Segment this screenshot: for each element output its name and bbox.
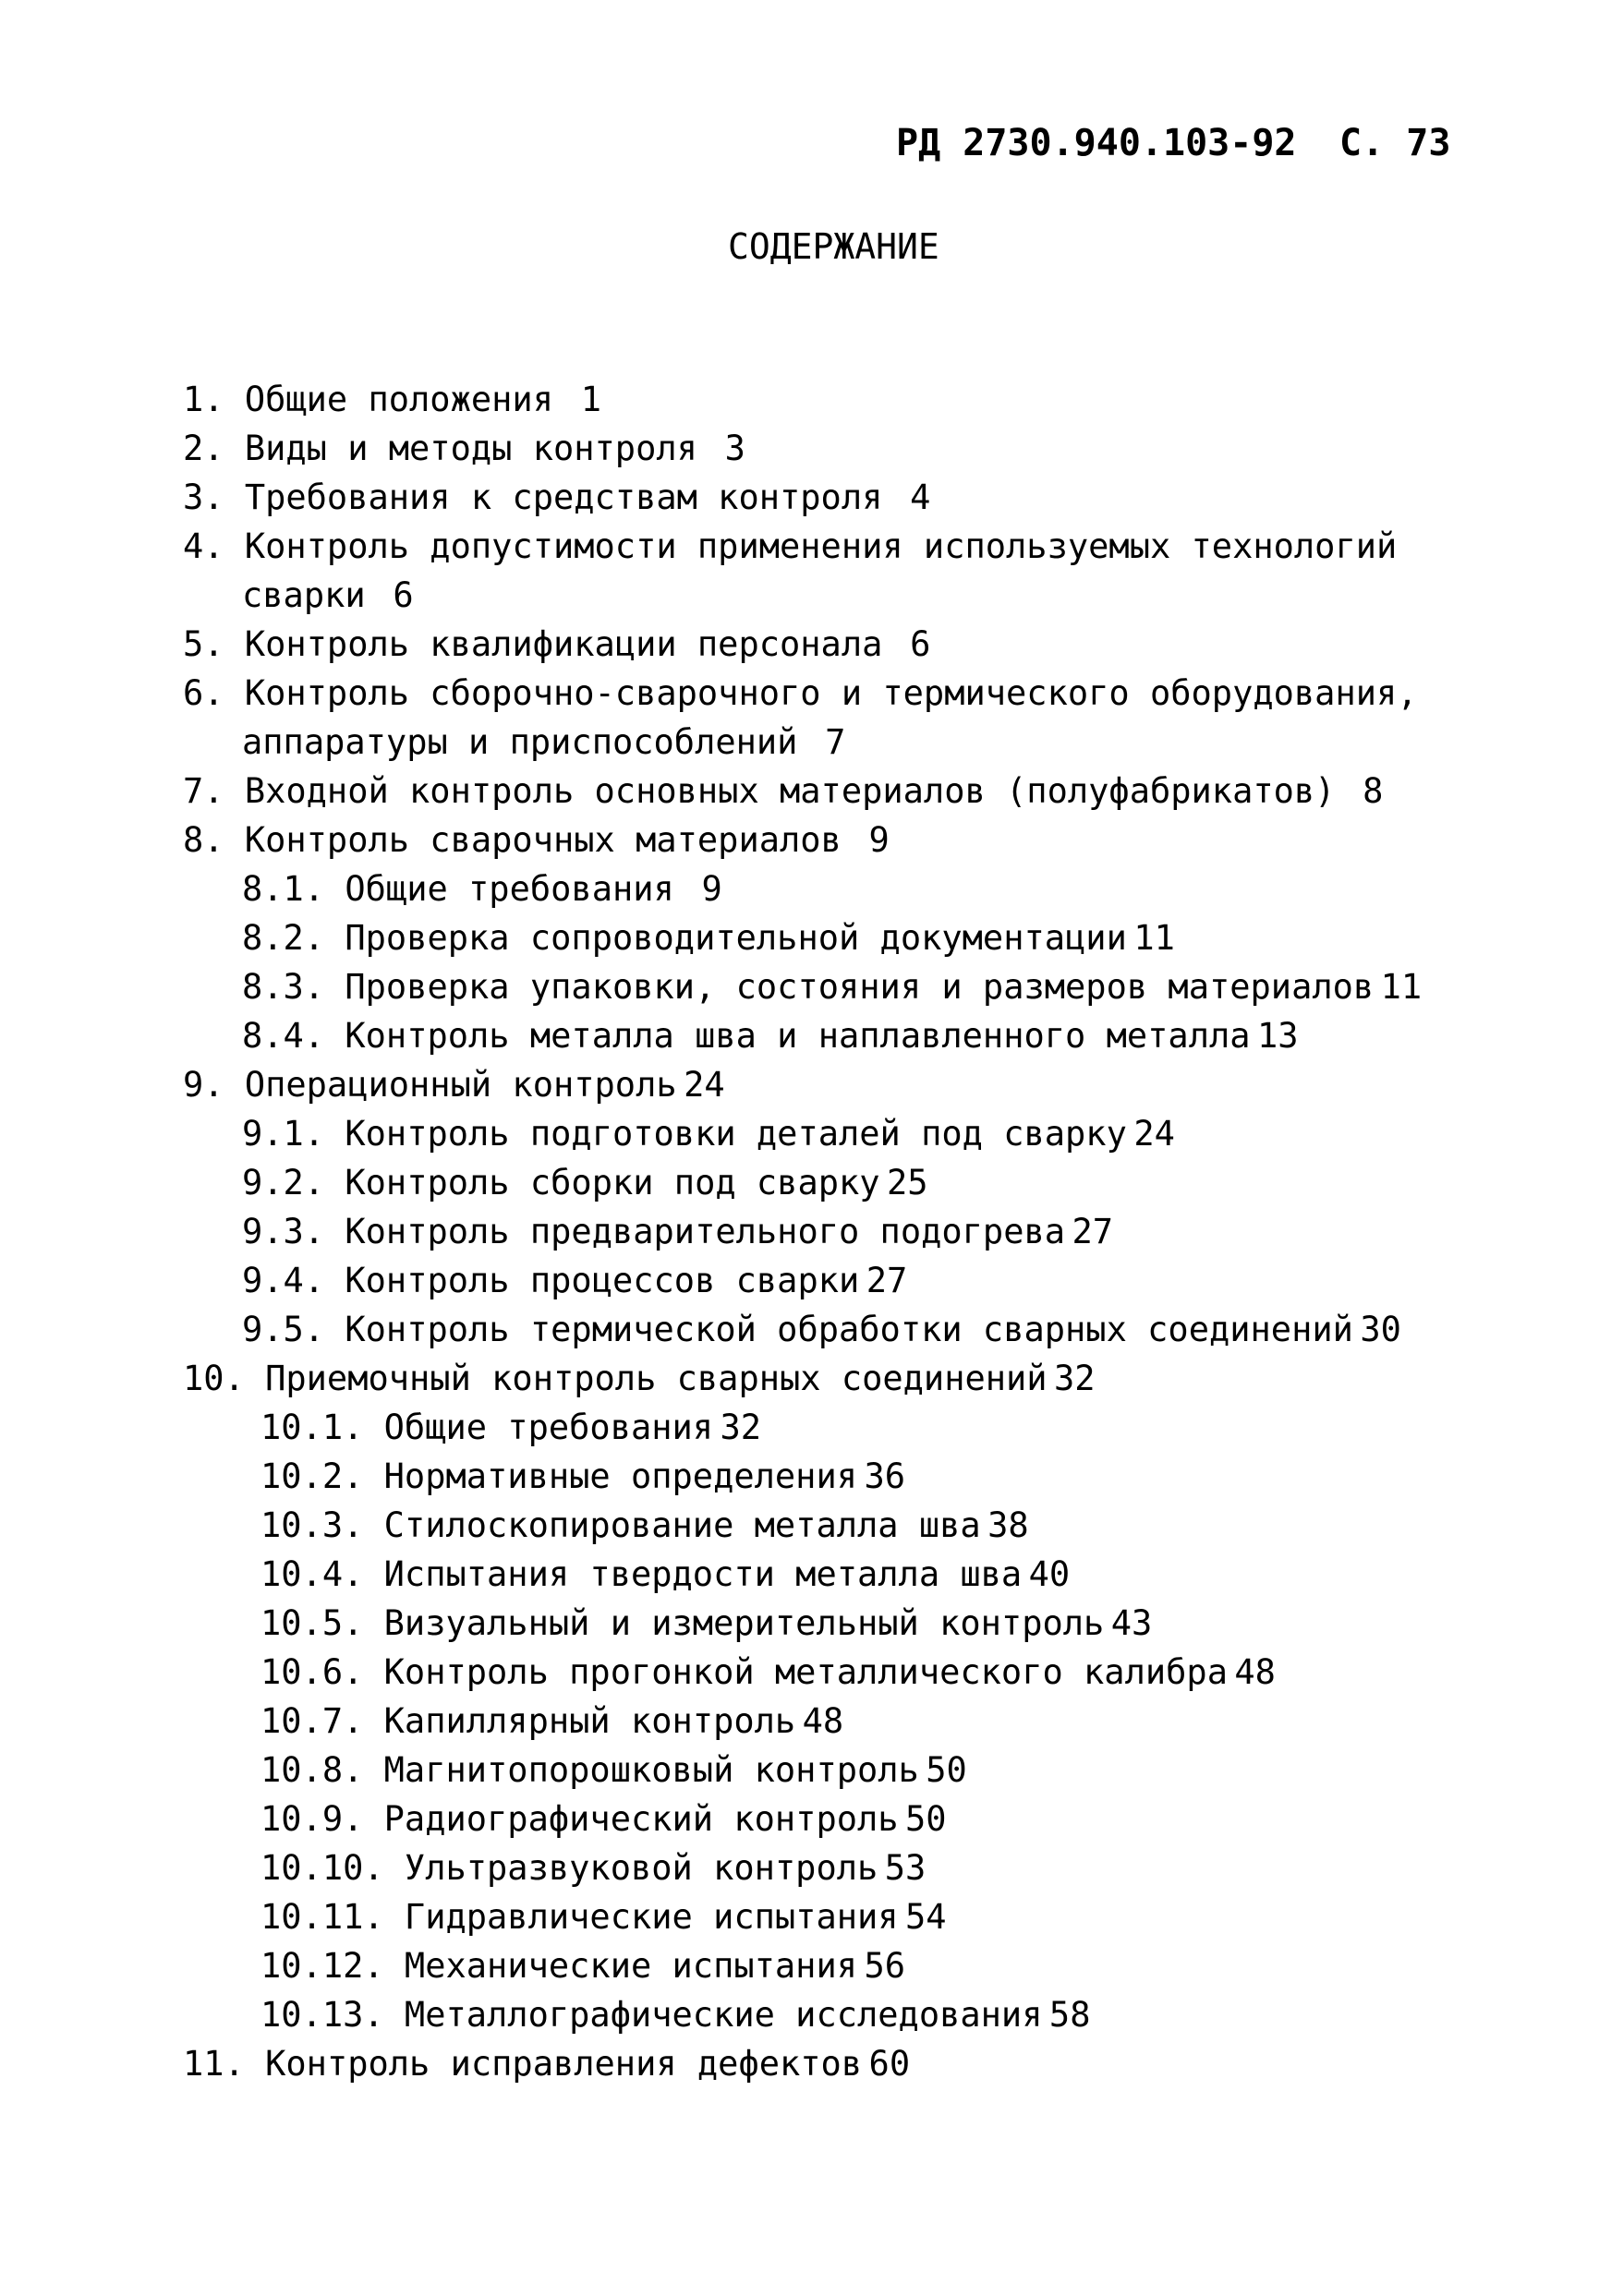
toc-item-text: 2. Виды и методы контроля	[183, 429, 697, 468]
toc-item-text: 10. Приемочный контроль сварных соединений	[183, 1359, 1048, 1398]
toc-item-text: 10.1. Общие требования	[260, 1408, 714, 1447]
toc-item-page: 53	[884, 1848, 927, 1888]
toc-item-text: 8. Контроль сварочных материалов	[183, 820, 842, 860]
toc-item-page: 50	[905, 1799, 947, 1839]
toc-item-page: 58	[1048, 1995, 1091, 2035]
toc-item-text: 10.2. Нормативные определения	[260, 1456, 858, 1496]
toc-item-text: 6. Контроль сборочно-сварочного и термического оборудования,	[183, 673, 1418, 713]
toc-item-page: 32	[720, 1408, 762, 1447]
toc-item-page: 4	[910, 477, 931, 517]
toc-item-text: 1. Общие положения	[183, 380, 553, 419]
toc-item-text: 9.3. Контроль предварительного подогрева	[242, 1212, 1066, 1251]
toc-item-text: 5. Контроль квалификации персонала	[183, 624, 883, 664]
toc-item-page: 30	[1360, 1310, 1401, 1349]
toc-item-page: 43	[1110, 1603, 1153, 1643]
toc-item-text: 8.1. Общие требования	[242, 869, 674, 909]
toc-item-page: 32	[1054, 1359, 1096, 1398]
toc-item-page: 24	[1133, 1114, 1175, 1154]
toc-item-page: 11	[1133, 918, 1175, 958]
toc-item-text: 10.4. Испытания твердости металла шва	[260, 1554, 1023, 1594]
document-code: РД 2730.940.103-92	[896, 122, 1297, 164]
toc-item-page: 6	[393, 575, 414, 615]
toc-item-page: 9	[868, 820, 890, 860]
toc-item-page: 9	[701, 869, 722, 909]
toc-item-text: 8.3. Проверка упаковки, состояния и размеров материалов	[242, 967, 1375, 1007]
toc-item-text: 10.12. Механические испытания	[260, 1946, 858, 1986]
toc-item-text: 10.8. Магнитопорошковый контроль	[260, 1750, 919, 1790]
toc-item-text: 9.2. Контроль сборки под сварку	[242, 1163, 880, 1202]
toc-item-page: 6	[910, 624, 931, 664]
toc-item-page: 24	[684, 1065, 725, 1105]
toc-item-text: 10.11. Гидравлические испытания	[260, 1897, 899, 1937]
toc-item-page: 27	[866, 1261, 908, 1300]
toc-item-page: 27	[1072, 1212, 1114, 1251]
page-number: С. 73	[1339, 122, 1451, 164]
toc-item-page: 54	[905, 1897, 947, 1937]
toc-item-text: 10.10. Ультразвуковой контроль	[260, 1848, 878, 1888]
toc-item-page: 60	[868, 2044, 911, 2084]
toc-item-text: 8.2. Проверка сопроводительной документации	[242, 918, 1127, 958]
toc-item-text: 9. Операционный контроль	[183, 1065, 677, 1105]
toc-item-text: 9.4. Контроль процессов сварки	[242, 1261, 860, 1300]
toc-item-page: 11	[1380, 967, 1423, 1007]
toc-item-text: 8.4. Контроль металла шва и наплавленного металла	[242, 1016, 1251, 1056]
toc-item-text: 9.5. Контроль термической обработки сварных соединений	[242, 1310, 1353, 1349]
toc-item-text: 10.5. Визуальный и измерительный контроль	[260, 1603, 1105, 1643]
toc-item-page: 40	[1028, 1554, 1071, 1594]
toc-item-text: 10.3. Стилоскопирование металла шва	[260, 1505, 981, 1545]
toc-item-page: 13	[1256, 1016, 1299, 1056]
toc-item-text: 11. Контроль исправления дефектов	[183, 2044, 863, 2084]
toc-item-page: 7	[825, 722, 846, 762]
toc-item-page: 56	[864, 1946, 906, 1986]
toc-item-text: 9.1. Контроль подготовки деталей под сварку	[242, 1114, 1127, 1154]
toc-item-text: 4. Контроль допустимости применения используемых технологий	[183, 526, 1398, 566]
toc-item-page: 48	[1234, 1652, 1276, 1692]
toc-item-text: 3. Требования к средствам контроля	[183, 477, 883, 517]
toc-item-page: 36	[864, 1456, 906, 1496]
toc-item-page: 38	[987, 1505, 1029, 1545]
toc-item-text: аппаратуры и приспособлений	[242, 722, 798, 762]
toc-item-page: 25	[887, 1163, 928, 1202]
toc-item-text: сварки	[242, 575, 366, 615]
toc-item-text: 10.7. Капиллярный контроль	[260, 1701, 796, 1741]
toc-item-text: 10.13. Металлографические исследования	[260, 1995, 1043, 2035]
toc-item-page: 50	[926, 1750, 967, 1790]
toc-item-page: 8	[1363, 771, 1384, 811]
toc-item-page: 3	[724, 429, 745, 468]
toc-item-text: 10.6. Контроль прогонкой металлического калибра	[260, 1652, 1228, 1692]
toc-item-text: 7. Входной контроль основных материалов (полуфабрикатов)	[183, 771, 1336, 811]
page-title: СОДЕРЖАНИЕ	[728, 226, 939, 267]
toc-item-page: 48	[802, 1701, 844, 1741]
toc-item-page: 1	[580, 380, 601, 419]
toc-item-text: 10.9. Радиографический контроль	[260, 1799, 899, 1839]
